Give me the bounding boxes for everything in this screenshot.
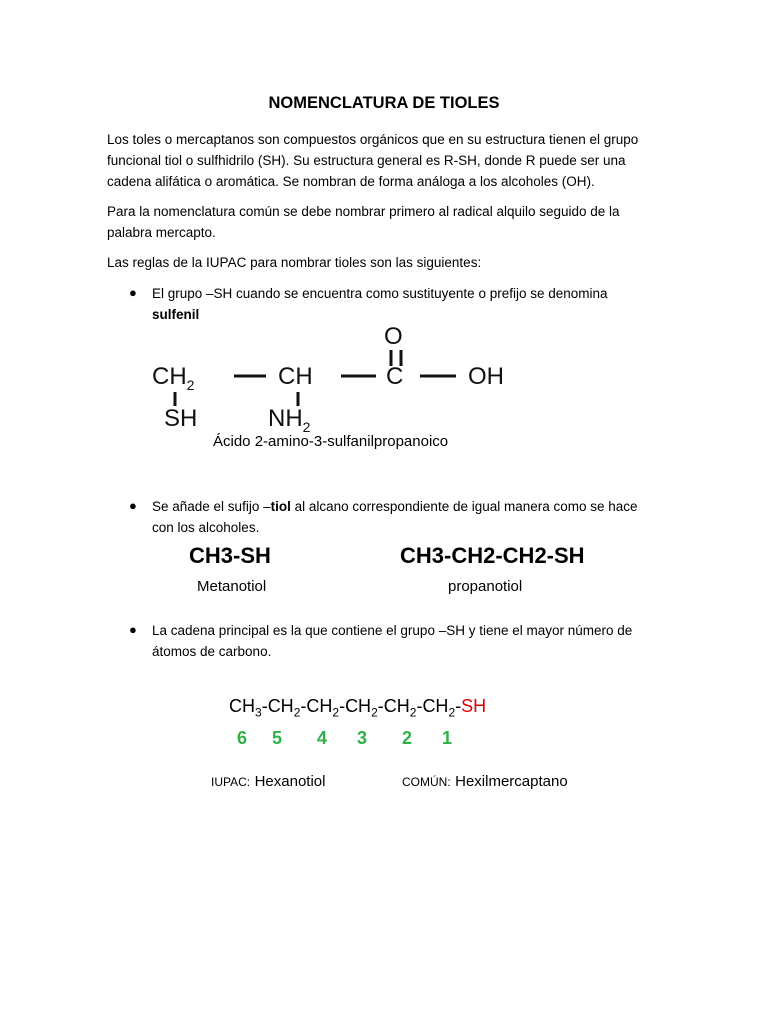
atom-oh: OH [468, 363, 504, 390]
atom-sh: SH [164, 405, 198, 432]
atom-ch2: $CH_2$ [152, 363, 195, 393]
caption-bold: sulfanilpropanoico [327, 433, 449, 450]
bullet-sulfenil [152, 283, 652, 325]
page-title: NOMENCLATURA DE TIOLES [268, 94, 500, 112]
common-nomenclature-paragraph: Para la nomenclatura común se debe nombrar primero al radical alquilo seguido de la palabra mercapto. [107, 204, 620, 240]
caption-prefix: Ácido 2-amino-3- [213, 433, 328, 450]
cysteine-structure [148, 322, 528, 432]
iupac-value: Hexanotiol [254, 773, 326, 790]
bullet-tiol-text-after: al alcano correspondiente de igual manera como se hace con los alcoholes. [152, 499, 638, 535]
bullet-marker: ● [129, 498, 137, 513]
atom-o: O [384, 323, 403, 350]
formula-metanotiol: CH3-SH [189, 543, 271, 568]
hexanethiol-chain: $CH_3-CH_2-CH_2-CH_2-CH_2-CH_2-SH$ [229, 696, 487, 720]
bullet-marker: ● [129, 622, 137, 637]
bullet-sulfenil-bold: sulfenil [152, 307, 200, 322]
atom-c: C [386, 363, 404, 390]
carbon-number: 5 [272, 728, 283, 748]
intro-paragraph: Los toles o mercaptanos son compuestos orgánicos que en su estructura tienen el grupo funcional tiol o sulfhidrilo (SH). Su estructura general es R-SH, donde R puede ser una cadena alifática o aromática. Se nombran de forma análoga a los alcoholes (OH). [107, 132, 639, 189]
bullet-marker: ● [129, 285, 137, 300]
carbon-number: 2 [402, 728, 413, 748]
bullet-sulfenil-text: El grupo –SH cuando se encuentra como sustituyente o prefijo se denomina [152, 286, 608, 301]
bullet-tiol-text-before: Se añade el sufijo – [152, 499, 271, 514]
bullet-tiol [152, 496, 652, 538]
iupac-rules-paragraph: Las reglas de la IUPAC para nombrar tioles son las siguientes: [107, 255, 482, 270]
comun-label: COMÚN: [402, 775, 451, 789]
iupac-label: IUPAC: [211, 775, 251, 789]
thiol-group: SH [461, 696, 487, 716]
common-name [402, 773, 568, 791]
name-propanotiol: propanotiol [448, 578, 523, 595]
carbon-number: 4 [317, 728, 328, 748]
comun-value: Hexilmercaptano [455, 773, 568, 790]
carbon-number: 3 [357, 728, 368, 748]
iupac-name [211, 773, 325, 791]
formula-propanotiol: CH3-CH2-CH2-SH [400, 543, 585, 568]
name-metanotiol: Metanotiol [197, 578, 267, 595]
bullet-cadena-principal: La cadena principal es la que contiene el grupo –SH y tiene el mayor número de átomos de carbono. [152, 623, 633, 659]
structure-caption [213, 433, 448, 450]
atom-ch: CH [278, 363, 313, 390]
carbon-number: 1 [442, 728, 453, 748]
bullet-tiol-bold: tiol [270, 499, 291, 514]
atom-nh2: $NH_2$ [268, 405, 311, 432]
carbon-number: 6 [237, 728, 248, 748]
